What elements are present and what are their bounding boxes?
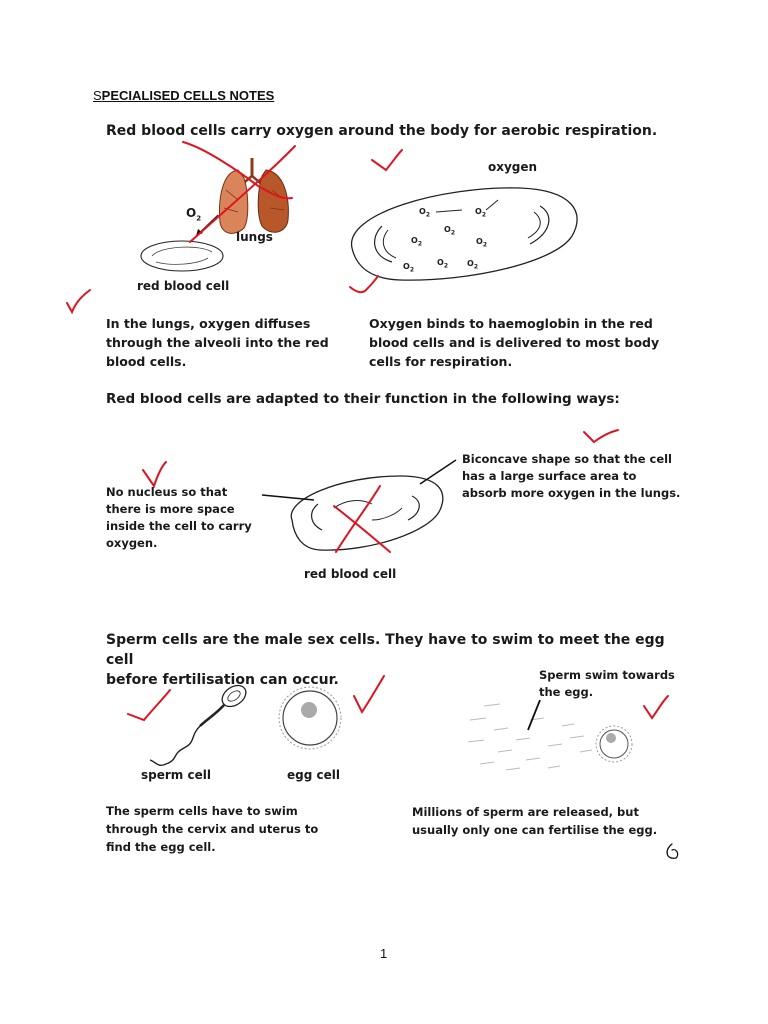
check-mark-3 — [67, 290, 90, 312]
sperm-cell-icon — [150, 681, 250, 765]
small-egg-icon — [596, 726, 632, 762]
o2-molecule: $O_2$ — [419, 207, 430, 219]
rbc-label: red blood cell — [137, 279, 230, 293]
oxygen-label: oxygen — [488, 160, 538, 174]
check-mark-1 — [372, 150, 402, 170]
check-mark-2 — [350, 276, 378, 292]
o2-label: $O_2$ — [186, 206, 202, 223]
sperm-swarm-icon — [468, 704, 592, 770]
para-sperm: The sperm cells have to swim through the cervix and uterus to find the egg cell. — [106, 804, 319, 854]
para-lungs: In the lungs, oxygen diffuses through the alveoli into the red blood cells. — [106, 316, 329, 369]
lungs-label: lungs — [236, 230, 273, 244]
o2-molecule: $O_2$ — [437, 258, 448, 270]
rbc-intro: Red blood cells carry oxygen around the body for aerobic respiration. — [106, 123, 658, 139]
egg-cell-icon — [279, 687, 341, 749]
o2-molecule: $O_2$ — [403, 262, 414, 274]
o2-molecule: $O_2$ — [411, 236, 422, 248]
pointer-line — [528, 700, 540, 730]
page-title: SPECIALISED CELLS NOTES — [93, 88, 275, 103]
small-rbc-icon — [141, 241, 223, 271]
check-mark-6 — [128, 690, 170, 720]
page-number: 1 — [380, 946, 388, 961]
rbc-label-2: red blood cell — [304, 567, 397, 581]
o2-molecule: $O_2$ — [467, 259, 478, 271]
sperm-swim-label: Sperm swim towards the egg. — [539, 668, 675, 699]
check-mark-4 — [143, 462, 166, 486]
sperm-cell-label: sperm cell — [141, 768, 211, 782]
no-nucleus-text: No nucleus so that there is more space inside the cell to carry oxygen. — [106, 485, 252, 550]
o2-molecule: $O_2$ — [475, 207, 486, 219]
adapted-heading: Red blood cells are adapted to their function in the following ways: — [106, 391, 620, 407]
check-mark-5 — [584, 430, 618, 442]
rbc-diagram-2 — [262, 460, 456, 550]
biconcave-text: Biconcave shape so that the cell has a large surface area to absorb more oxygen in the lungs. — [462, 452, 681, 500]
para-millions: Millions of sperm are released, but usually only one can fertilise the egg. — [412, 805, 658, 837]
sperm-intro: Sperm cells are the male sex cells. They have to swim to meet the egg cell before fertilisation can occur. — [106, 632, 665, 688]
para-haemoglobin: Oxygen binds to haemoglobin in the red blood cells and is delivered to most body cells for respiration. — [369, 316, 660, 369]
pen-scribble — [667, 844, 678, 858]
egg-cell-label: egg cell — [287, 768, 340, 782]
large-rbc-icon — [352, 188, 578, 280]
o2-molecule: $O_2$ — [476, 237, 487, 249]
o2-molecule: $O_2$ — [444, 225, 455, 237]
